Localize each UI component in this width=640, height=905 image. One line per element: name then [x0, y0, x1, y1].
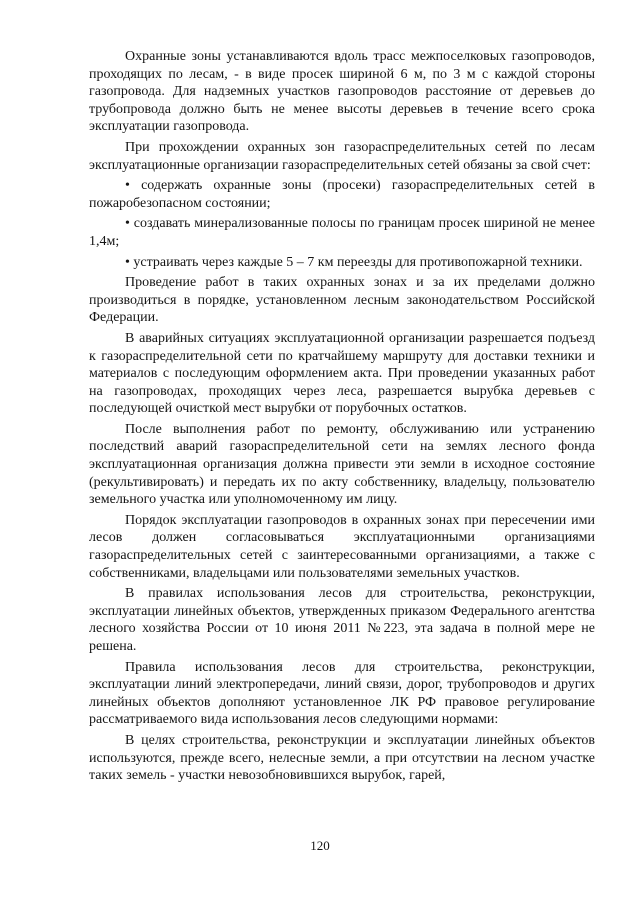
paragraph-1: Охранные зоны устанавливаются вдоль трасс межпоселковых газопроводов, проходящих по лесам, - в виде просек шириной 6 м, по 3 м с каждой стороны газопровода. Для надземных участков газопроводов расстояние от деревьев до трубопровода должно быть не менее высоты деревьев в течение всего срока эксплуатации газопровода. — [89, 49, 595, 135]
paragraph-8: Правила использования лесов для строительства, реконструкции, эксплуатации линий электропередачи, линий связи, дорог, трубопроводов и других линейных объектов дополняют установленное ЛК РФ правовое регулирование рассматриваемого вида использования лесов следующими нормами: — [89, 659, 595, 728]
bullet-item-3: • устраивать через каждые 5 – 7 км переезды для противопожарной техники. — [125, 254, 583, 270]
paragraph-4: В аварийных ситуациях эксплуатационной организации разрешается подъезд к газораспределительной сети по кратчайшему маршруту для доставки техники и материалов с последующим оформлением акта. При проведении указанных работ на газопроводах, проходящих через леса, разрешается вырубка деревьев с последующей очисткой мест вырубки от порубочных остатков. — [89, 330, 595, 417]
paragraph-5: После выполнения работ по ремонту, обслуживанию или устранению последствий аварий газораспределительной сети на землях лесного фонда эксплуатационная организация должна привести эти земли в исходное состояние (рекультивировать) и передать их по акту собственнику, владельцу, пользователю земельного участка или уполномоченному им лицу. — [89, 421, 595, 508]
paragraph-9: В целях строительства, реконструкции и эксплуатации линейных объектов используются, прежде всего, нелесные земли, а при отсутствии на лесном участке таких земель - участки невозобновившихся вырубок, гарей, — [89, 732, 595, 784]
page-number: 120 — [310, 838, 330, 853]
document-body — [89, 48, 595, 788]
bullet-item-1: • содержать охранные зоны (просеки) газораспределительных сетей в пожаробезопасном состоянии; — [89, 178, 595, 211]
paragraph-6: Порядок эксплуатации газопроводов в охранных зонах при пересечении ими лесов должен согласовываться эксплуатационными организациями газораспределительных сетей с заинтересованными организациями, а также с собственниками, владельцами или пользователями земельных участков. — [89, 512, 595, 581]
paragraph-3: Проведение работ в таких охранных зонах и за их пределами должно производиться в порядке, установленном лесным законодательством Российской Федерации. — [89, 275, 595, 326]
paragraph-2: При прохождении охранных зон газораспределительных сетей по лесам эксплуатационные организации газораспределительных сетей обязаны за свой счет: — [89, 139, 595, 173]
bullet-item-2: • создавать минерализованные полосы по границам просек шириной не менее 1,4м; — [89, 216, 595, 249]
paragraph-7: В правилах использования лесов для строительства, реконструкции, эксплуатации линейных объектов, утвержденных приказом Федерального агентства лесного хозяйства России от 10 июня 2011 №223, эта задача в полной мере не решена. — [89, 586, 595, 654]
